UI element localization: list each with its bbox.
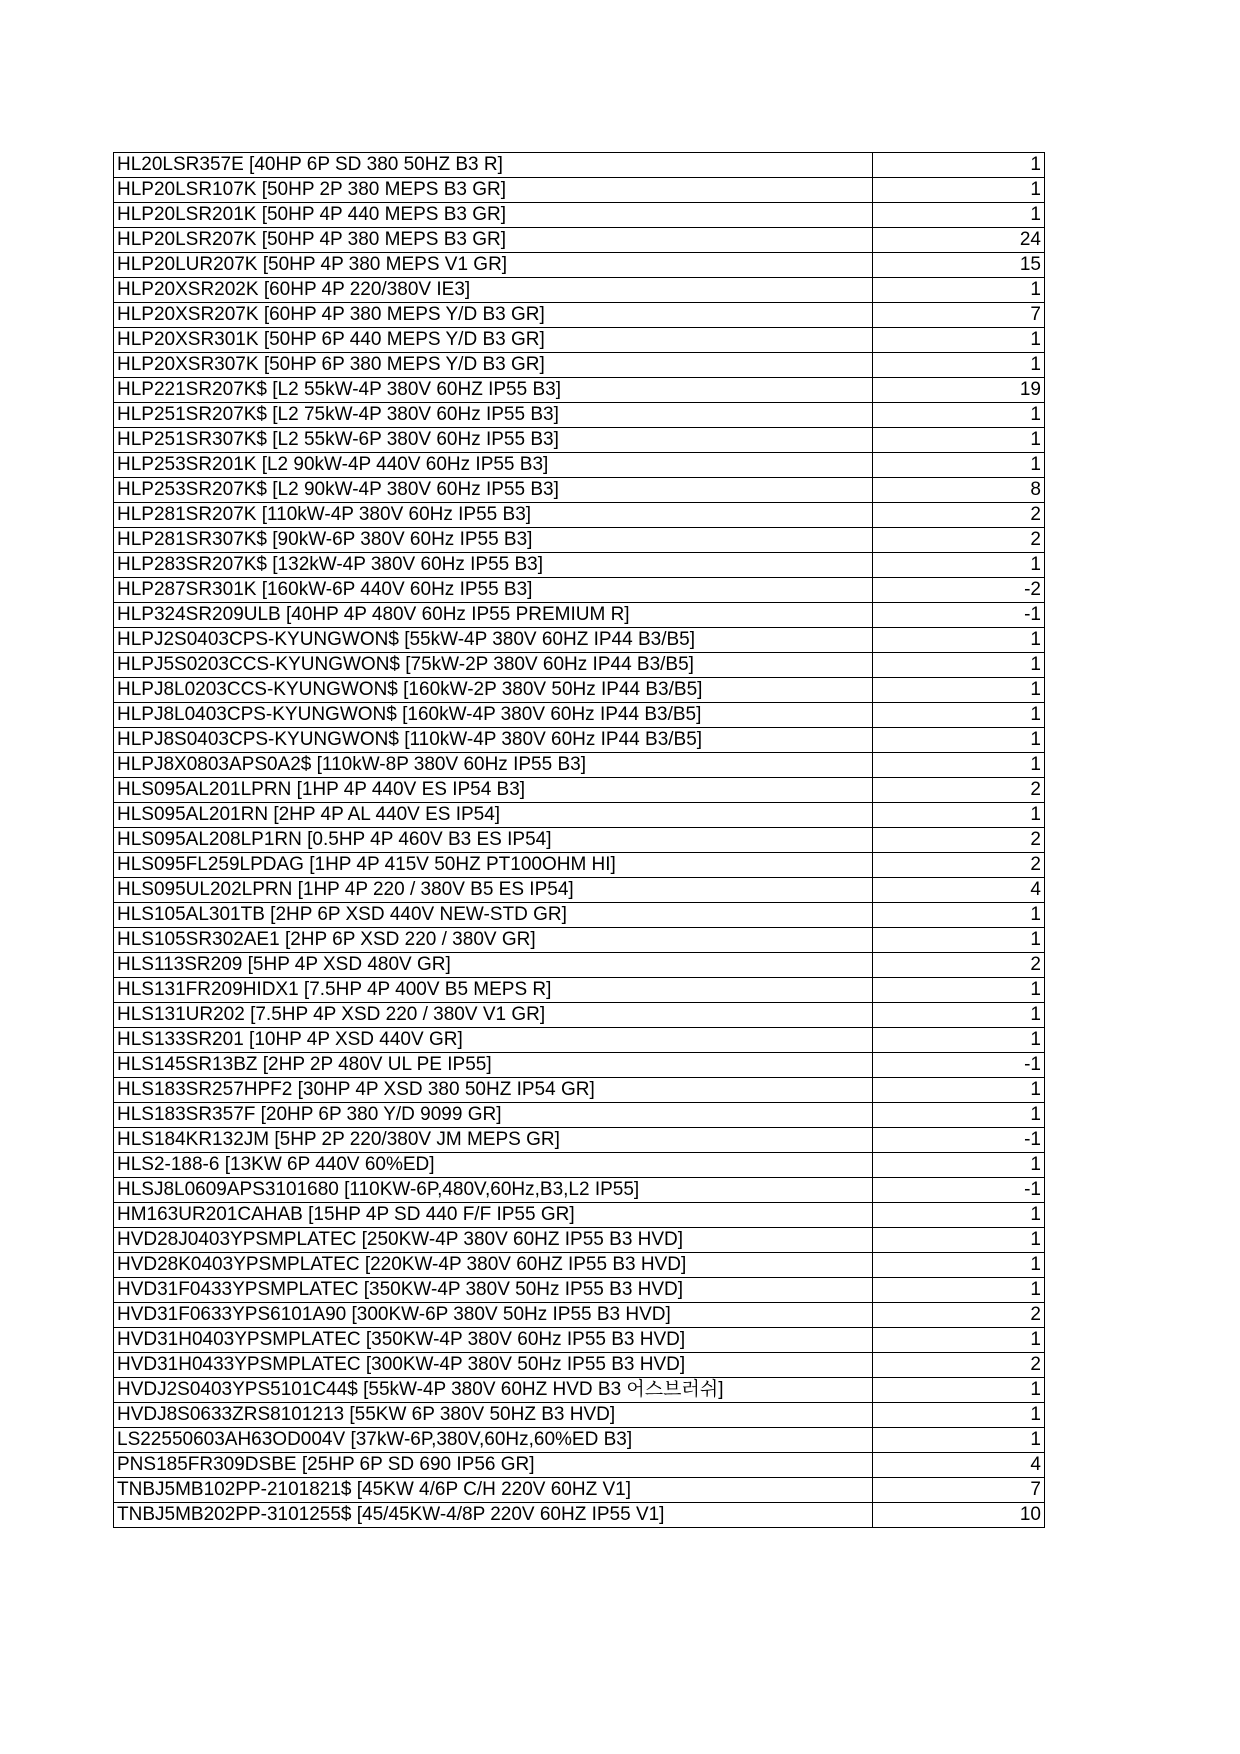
table-row xyxy=(114,1303,1045,1328)
item-description-cell: HLPJ8S0403CPS-KYUNGWON$ [110kW-4P 380V 60Hz IP44 B3/B5] xyxy=(114,728,873,753)
table-row xyxy=(114,728,1045,753)
item-description-cell: HVD28J0403YPSMPLATEC [250KW-4P 380V 60HZ IP55 B3 HVD] xyxy=(114,1228,873,1253)
quantity-cell: 15 xyxy=(873,253,1045,278)
quantity-cell: 1 xyxy=(873,1203,1045,1228)
quantity-cell: 1 xyxy=(873,1278,1045,1303)
table-row xyxy=(114,903,1045,928)
quantity-cell: 1 xyxy=(873,353,1045,378)
table-row xyxy=(114,1053,1045,1078)
item-description-cell: HLS095AL201RN [2HP 4P AL 440V ES IP54] xyxy=(114,803,873,828)
quantity-cell: 1 xyxy=(873,553,1045,578)
item-description-cell: HLP20XSR207K [60HP 4P 380 MEPS Y/D B3 GR] xyxy=(114,303,873,328)
item-description-cell: HLP20LSR201K [50HP 4P 440 MEPS B3 GR] xyxy=(114,203,873,228)
item-description-cell: HLP20XSR202K [60HP 4P 220/380V IE3] xyxy=(114,278,873,303)
item-description-cell: HLS113SR209 [5HP 4P XSD 480V GR] xyxy=(114,953,873,978)
quantity-cell: 1 xyxy=(873,428,1045,453)
table-row xyxy=(114,478,1045,503)
quantity-cell: 1 xyxy=(873,978,1045,1003)
table-row xyxy=(114,1478,1045,1503)
table-row xyxy=(114,1378,1045,1403)
table-row xyxy=(114,528,1045,553)
table-row xyxy=(114,628,1045,653)
quantity-cell: 1 xyxy=(873,728,1045,753)
table-row xyxy=(114,1078,1045,1103)
table-row xyxy=(114,1203,1045,1228)
item-description-cell: HLSJ8L0609APS3101680 [110KW-6P,480V,60Hz,B3,L2 IP55] xyxy=(114,1178,873,1203)
item-description-cell: HLS183SR257HPF2 [30HP 4P XSD 380 50HZ IP54 GR] xyxy=(114,1078,873,1103)
quantity-cell: 4 xyxy=(873,1453,1045,1478)
item-description-cell: HM163UR201CAHAB [15HP 4P SD 440 F/F IP55 GR] xyxy=(114,1203,873,1228)
quantity-cell: 1 xyxy=(873,903,1045,928)
quantity-cell: 8 xyxy=(873,478,1045,503)
item-description-cell: HVD31H0403YPSMPLATEC [350KW-4P 380V 60Hz IP55 B3 HVD] xyxy=(114,1328,873,1353)
quantity-cell: -2 xyxy=(873,578,1045,603)
quantity-cell: 1 xyxy=(873,1228,1045,1253)
table-row xyxy=(114,978,1045,1003)
table-row xyxy=(114,153,1045,178)
item-description-cell: HLS131FR209HIDX1 [7.5HP 4P 400V B5 MEPS R] xyxy=(114,978,873,1003)
item-description-cell: HLS2-188-6 [13KW 6P 440V 60%ED] xyxy=(114,1153,873,1178)
table-row xyxy=(114,278,1045,303)
item-description-cell: HLP20LUR207K [50HP 4P 380 MEPS V1 GR] xyxy=(114,253,873,278)
item-description-cell: HLP287SR301K [160kW-6P 440V 60Hz IP55 B3] xyxy=(114,578,873,603)
item-description-cell: HLP281SR307K$ [90kW-6P 380V 60Hz IP55 B3] xyxy=(114,528,873,553)
table-row xyxy=(114,1253,1045,1278)
item-description-cell: HLP253SR201K [L2 90kW-4P 440V 60Hz IP55 B3] xyxy=(114,453,873,478)
table-row xyxy=(114,378,1045,403)
table-row xyxy=(114,878,1045,903)
quantity-cell: 1 xyxy=(873,753,1045,778)
table-row xyxy=(114,503,1045,528)
table-row xyxy=(114,703,1045,728)
quantity-cell: 1 xyxy=(873,803,1045,828)
table-row xyxy=(114,253,1045,278)
quantity-cell: 7 xyxy=(873,303,1045,328)
item-description-cell: HLPJ8L0203CCS-KYUNGWON$ [160kW-2P 380V 50Hz IP44 B3/B5] xyxy=(114,678,873,703)
item-description-cell: HLP221SR207K$ [L2 55kW-4P 380V 60HZ IP55 B3] xyxy=(114,378,873,403)
table-row xyxy=(114,1003,1045,1028)
item-description-cell: HLS095FL259LPDAG [1HP 4P 415V 50HZ PT100OHM HI] xyxy=(114,853,873,878)
item-description-cell: HVD31F0433YPSMPLATEC [350KW-4P 380V 50Hz IP55 B3 HVD] xyxy=(114,1278,873,1303)
item-description-cell: HLPJ2S0403CPS-KYUNGWON$ [55kW-4P 380V 60HZ IP44 B3/B5] xyxy=(114,628,873,653)
quantity-cell: 1 xyxy=(873,453,1045,478)
quantity-cell: 24 xyxy=(873,228,1045,253)
quantity-cell: 1 xyxy=(873,1103,1045,1128)
table-row xyxy=(114,178,1045,203)
table-row xyxy=(114,1278,1045,1303)
item-description-cell: HLP283SR207K$ [132kW-4P 380V 60Hz IP55 B3] xyxy=(114,553,873,578)
quantity-cell: 1 xyxy=(873,403,1045,428)
quantity-cell: 1 xyxy=(873,153,1045,178)
table-row xyxy=(114,1428,1045,1453)
item-description-cell: HLP20XSR301K [50HP 6P 440 MEPS Y/D B3 GR] xyxy=(114,328,873,353)
item-description-cell: HLS105SR302AE1 [2HP 6P XSD 220 / 380V GR] xyxy=(114,928,873,953)
table-row xyxy=(114,803,1045,828)
table-row xyxy=(114,928,1045,953)
table-row xyxy=(114,303,1045,328)
table-row xyxy=(114,1178,1045,1203)
quantity-cell: -1 xyxy=(873,1053,1045,1078)
item-description-cell: HVDJ2S0403YPS5101C44$ [55kW-4P 380V 60HZ HVD B3 어스브러쉬] xyxy=(114,1378,873,1403)
item-description-cell: LS22550603AH63OD004V [37kW-6P,380V,60Hz,60%ED B3] xyxy=(114,1428,873,1453)
quantity-cell: -1 xyxy=(873,1178,1045,1203)
table-row xyxy=(114,353,1045,378)
quantity-cell: 1 xyxy=(873,1028,1045,1053)
item-description-cell: HLS184KR132JM [5HP 2P 220/380V JM MEPS GR] xyxy=(114,1128,873,1153)
quantity-cell: 2 xyxy=(873,853,1045,878)
inventory-table xyxy=(113,152,1045,1528)
quantity-cell: 1 xyxy=(873,278,1045,303)
quantity-cell: 7 xyxy=(873,1478,1045,1503)
quantity-cell: 1 xyxy=(873,178,1045,203)
table-row xyxy=(114,778,1045,803)
item-description-cell: HLS133SR201 [10HP 4P XSD 440V GR] xyxy=(114,1028,873,1053)
item-description-cell: HLP251SR207K$ [L2 75kW-4P 380V 60Hz IP55 B3] xyxy=(114,403,873,428)
quantity-cell: 1 xyxy=(873,678,1045,703)
item-description-cell: HVD28K0403YPSMPLATEC [220KW-4P 380V 60HZ IP55 B3 HVD] xyxy=(114,1253,873,1278)
table-row xyxy=(114,1353,1045,1378)
quantity-cell: 2 xyxy=(873,778,1045,803)
quantity-cell: 2 xyxy=(873,1303,1045,1328)
quantity-cell: 1 xyxy=(873,1003,1045,1028)
item-description-cell: HLPJ8L0403CPS-KYUNGWON$ [160kW-4P 380V 60Hz IP44 B3/B5] xyxy=(114,703,873,728)
table-row xyxy=(114,853,1045,878)
table-row xyxy=(114,428,1045,453)
table-row xyxy=(114,1228,1045,1253)
table-row xyxy=(114,1028,1045,1053)
table-row xyxy=(114,1103,1045,1128)
quantity-cell: 4 xyxy=(873,878,1045,903)
table-row xyxy=(114,678,1045,703)
item-description-cell: HLS095UL202LPRN [1HP 4P 220 / 380V B5 ES IP54] xyxy=(114,878,873,903)
quantity-cell: 1 xyxy=(873,1328,1045,1353)
table-row xyxy=(114,228,1045,253)
quantity-cell: 2 xyxy=(873,1353,1045,1378)
item-description-cell: HLS131UR202 [7.5HP 4P XSD 220 / 380V V1 GR] xyxy=(114,1003,873,1028)
item-description-cell: PNS185FR309DSBE [25HP 6P SD 690 IP56 GR] xyxy=(114,1453,873,1478)
table-row xyxy=(114,753,1045,778)
item-description-cell: TNBJ5MB202PP-3101255$ [45/45KW-4/8P 220V 60HZ IP55 V1] xyxy=(114,1503,873,1528)
item-description-cell: HLPJ8X0803APS0A2$ [110kW-8P 380V 60Hz IP55 B3] xyxy=(114,753,873,778)
quantity-cell: 1 xyxy=(873,1428,1045,1453)
quantity-cell: 1 xyxy=(873,628,1045,653)
quantity-cell: 1 xyxy=(873,1378,1045,1403)
quantity-cell: -1 xyxy=(873,1128,1045,1153)
item-description-cell: HLS145SR13BZ [2HP 2P 480V UL PE IP55] xyxy=(114,1053,873,1078)
table-row xyxy=(114,828,1045,853)
item-description-cell: HL20LSR357E [40HP 6P SD 380 50HZ B3 R] xyxy=(114,153,873,178)
item-description-cell: HLPJ5S0203CCS-KYUNGWON$ [75kW-2P 380V 60Hz IP44 B3/B5] xyxy=(114,653,873,678)
quantity-cell: 1 xyxy=(873,653,1045,678)
quantity-cell: 2 xyxy=(873,953,1045,978)
quantity-cell: 2 xyxy=(873,503,1045,528)
table-row xyxy=(114,553,1045,578)
item-description-cell: HLS095AL208LP1RN [0.5HP 4P 460V B3 ES IP54] xyxy=(114,828,873,853)
quantity-cell: 1 xyxy=(873,328,1045,353)
quantity-cell: 19 xyxy=(873,378,1045,403)
table-row xyxy=(114,1453,1045,1478)
quantity-cell: -1 xyxy=(873,603,1045,628)
quantity-cell: 1 xyxy=(873,1403,1045,1428)
item-description-cell: TNBJ5MB102PP-2101821$ [45KW 4/6P C/H 220V 60HZ V1] xyxy=(114,1478,873,1503)
item-description-cell: HLP251SR307K$ [L2 55kW-6P 380V 60Hz IP55 B3] xyxy=(114,428,873,453)
table-row xyxy=(114,403,1045,428)
quantity-cell: 1 xyxy=(873,1078,1045,1103)
table-row xyxy=(114,1328,1045,1353)
table-row xyxy=(114,453,1045,478)
item-description-cell: HLS105AL301TB [2HP 6P XSD 440V NEW-STD GR] xyxy=(114,903,873,928)
item-description-cell: HVD31H0433YPSMPLATEC [300KW-4P 380V 50Hz IP55 B3 HVD] xyxy=(114,1353,873,1378)
quantity-cell: 2 xyxy=(873,828,1045,853)
quantity-cell: 1 xyxy=(873,928,1045,953)
table-row xyxy=(114,1503,1045,1528)
item-description-cell: HVD31F0633YPS6101A90 [300KW-6P 380V 50Hz IP55 B3 HVD] xyxy=(114,1303,873,1328)
quantity-cell: 2 xyxy=(873,528,1045,553)
quantity-cell: 1 xyxy=(873,203,1045,228)
table-row xyxy=(114,603,1045,628)
item-description-cell: HLP20LSR107K [50HP 2P 380 MEPS B3 GR] xyxy=(114,178,873,203)
item-description-cell: HLP253SR207K$ [L2 90kW-4P 380V 60Hz IP55 B3] xyxy=(114,478,873,503)
quantity-cell: 10 xyxy=(873,1503,1045,1528)
table-row xyxy=(114,953,1045,978)
table-row xyxy=(114,328,1045,353)
quantity-cell: 1 xyxy=(873,1253,1045,1278)
table-row xyxy=(114,653,1045,678)
table-row xyxy=(114,1153,1045,1178)
item-description-cell: HLP20XSR307K [50HP 6P 380 MEPS Y/D B3 GR] xyxy=(114,353,873,378)
table-row xyxy=(114,203,1045,228)
item-description-cell: HLP324SR209ULB [40HP 4P 480V 60Hz IP55 PREMIUM R] xyxy=(114,603,873,628)
item-description-cell: HLP20LSR207K [50HP 4P 380 MEPS B3 GR] xyxy=(114,228,873,253)
quantity-cell: 1 xyxy=(873,703,1045,728)
table-row xyxy=(114,1128,1045,1153)
item-description-cell: HVDJ8S0633ZRS8101213 [55KW 6P 380V 50HZ B3 HVD] xyxy=(114,1403,873,1428)
quantity-cell: 1 xyxy=(873,1153,1045,1178)
table-row xyxy=(114,578,1045,603)
item-description-cell: HLP281SR207K [110kW-4P 380V 60Hz IP55 B3] xyxy=(114,503,873,528)
table-row xyxy=(114,1403,1045,1428)
inventory-table-body xyxy=(114,153,1045,1528)
item-description-cell: HLS183SR357F [20HP 6P 380 Y/D 9099 GR] xyxy=(114,1103,873,1128)
item-description-cell: HLS095AL201LPRN [1HP 4P 440V ES IP54 B3] xyxy=(114,778,873,803)
